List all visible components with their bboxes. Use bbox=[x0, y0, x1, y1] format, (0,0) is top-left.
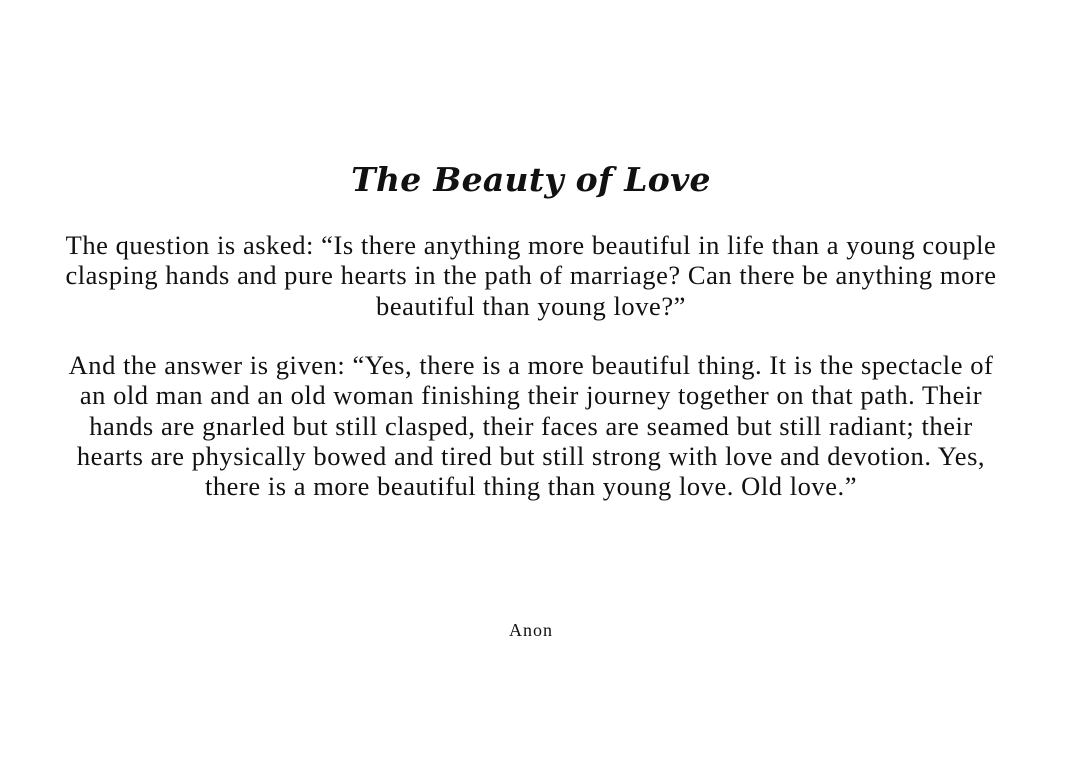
poem-paragraph-answer: And the answer is given: “Yes, there is a more beautiful thing. It is the spectacle of an old man and an old woman finishing their journey together on that path. Their hands are gnarled but still clasped, their faces are seamed but still radiant; their hearts are physically bowed and tired but still strong with love and devotion. Yes, there is a more beautiful thing than young love. Old love.” bbox=[68, 350, 994, 502]
poem-paragraph-question: The question is asked: “Is there anything more beautiful in life than a young couple clasping hands and pure hearts in the path of marriage? Can there be anything more beautiful than young love?” bbox=[65, 230, 997, 321]
poem-title: The Beauty of Love bbox=[351, 160, 711, 199]
author-attribution: Anon bbox=[509, 620, 553, 640]
